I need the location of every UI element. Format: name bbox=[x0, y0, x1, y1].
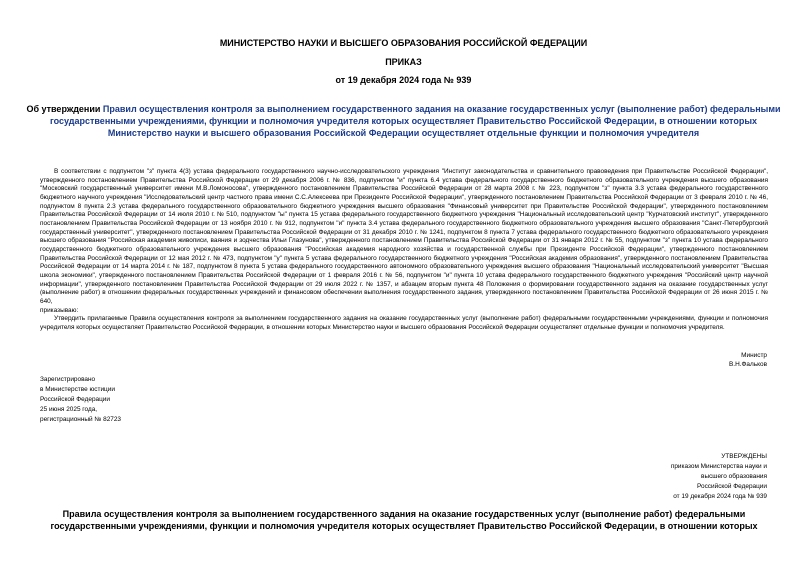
signer-position: Министр bbox=[741, 352, 767, 359]
rules-link[interactable]: Правил осуществления контроля за выполнением государственного задания на оказание государственных услуг (выполнение работ) федеральными государственными учреждениями, функции и полномочия учредителя которых осуществляет Правительство Российской Федерации, в отношении которых Министерство науки и высшего образования Российской Федерации осуществляет отдельные функции и полномочия учредителя bbox=[49, 104, 781, 138]
document-body bbox=[40, 168, 768, 332]
approval-line: Российской Федерации bbox=[696, 483, 767, 490]
registration-line: 25 июня 2025 года, bbox=[40, 406, 98, 413]
approval-line: УТВЕРЖДЕНЫ bbox=[721, 453, 767, 460]
order-heading: ПРИКАЗ bbox=[385, 57, 422, 67]
order-date: от 19 декабря 2024 года № 939 bbox=[335, 75, 472, 85]
registration-line: регистрационный № 82723 bbox=[40, 416, 122, 423]
rules-title: Правила осуществления контроля за выполнением государственного задания на оказание государственных услуг (выполнение работ) федеральными государственными учреждениями, функции и полномочия учредителя которых осуществляет Правительство Российской Федерации, в отношении которых bbox=[50, 509, 758, 531]
signer-name: В.Н.Фальков bbox=[729, 361, 767, 368]
approval-block bbox=[671, 452, 767, 502]
title-prefix: Об утверждении bbox=[26, 104, 103, 114]
registration-line: Российской Федерации bbox=[40, 396, 111, 403]
approval-line: от 19 декабря 2024 года № 939 bbox=[673, 493, 767, 500]
registration-block bbox=[40, 375, 121, 425]
approval-line: приказом Министерства науки и bbox=[670, 463, 767, 470]
ministry-heading: МИНИСТЕРСТВО НАУКИ И ВЫСШЕГО ОБРАЗОВАНИЯ РОССИЙСКОЙ ФЕДЕРАЦИИ bbox=[219, 38, 588, 48]
preamble-paragraph: В соответствии с подпунктом "з" пункта 4(3) устава федерального государственного научно-исследовательского учреждения "Институт законодательства и сравнительного правоведения при Правительстве Российской Федерации", утвержденного постановлением Правительства Российской Федерации от 29 декабря 2006 г. № 836, подпунктом "и" пункта 6.4 устава федерального государственного бюджетного образовательного учреждения высшего образования "Московский государственный университет имени М.В.Ломоносова", утвержденного постановлением Правительства Российской Федерации от 28 марта 2008 г. № 223, подпунктом "з" пункта 3.3 устава федерального государственного бюджетного научного учреждения "Исследовательский центр частного права имени С.С.Алексеева при Президенте Российской Федерации", утвержденного постановлением Правительства Российской Федерации от 3 февраля 2010 г. № 46, подпунктом 8 пункта 2.3 устава федерального государственного образовательного бюджетного учреждения высшего образования "Финансовый университет при Правительстве Российской Федерации", утвержденного постановлением Правительства Российской Федерации от 14 июля 2010 г. № 510, подпунктом "ы" пункта 15 устава федерального государственного бюджетного учреждения "Национальный исследовательский центр "Курчатовский институт", утвержденного постановлением Правительства Российской Федерации от 13 ноября 2010 г. № 912, подпунктом "и" пункта 3.4 устава федерального государственного бюджетного образовательного учреждения высшего образования "Санкт-Петербургский государственный университет", утвержденного постановлением Правительства Российской Федерации от 31 декабря 2010 г. № 1241, подпунктом 8 пункта 7 устава федерального государственного бюджетного образовательного учреждения высшего образования "Российская академия живописи, ваяния и зодчества Ильи Глазунова", утвержденного постановлением Правительства Российской Федерации от 31 января 2012 г. № 55, подпунктом "з" пункта 10 устава федерального государственного бюджетного образовательного учреждения высшего образования "Российская академия народного хозяйства и государственной службы при Президенте Российской Федерации", утвержденного постановлением Правительства Российской Федерации от 12 мая 2012 г. № 473, подпунктом "у" пункта 5 устава федерального государственного бюджетного учреждения "Российская академия образования", утвержденного постановлением Правительства Российской Федерации от 14 марта 2014 г. № 187, подпунктом 8 пункта 5 устава федерального государственного автономного образовательного учреждения высшего образования "Национальный исследовательский университет "Высшая школа экономики", утвержденного постановлением Правительства Российской Федерации от 1 февраля 2016 г. № 56, подпунктом "и" пункта 10 устава федерального государственного бюджетного учреждения "Российский центр научной информации", утвержденного постановлением Правительства Российской Федерации от 29 июля 2022 г. № 1357, и абзацем вторым пункта 48 Положения о формировании государственного задания на оказание государственных услуг (выполнение работ) в отношении федеральных государственных учреждений и финансовом обеспечении выполнения государственного задания, утвержденного постановлением Правительства Российской Федерации от 26 июня 2015 г. № 640, bbox=[40, 168, 768, 305]
document-title bbox=[22, 103, 785, 139]
signature-block bbox=[729, 351, 767, 369]
approve-paragraph: Утвердить прилагаемые Правила осуществления контроля за выполнением государственного задания на оказание государственных услуг (выполнение работ) федеральными государственными учреждениями, функции и полномочия учредителя которых осуществляет Правительство Российской Федерации, в отношении которых Министерство науки и высшего образования Российской Федерации осуществляет отдельные функции и полномочия учредителя. bbox=[40, 315, 768, 331]
registration-line: в Министерстве юстиции bbox=[40, 386, 115, 393]
registration-line: Зарегистрировано bbox=[40, 376, 96, 383]
approval-line: высшего образования bbox=[701, 473, 767, 480]
orders-line: приказываю: bbox=[40, 306, 79, 314]
